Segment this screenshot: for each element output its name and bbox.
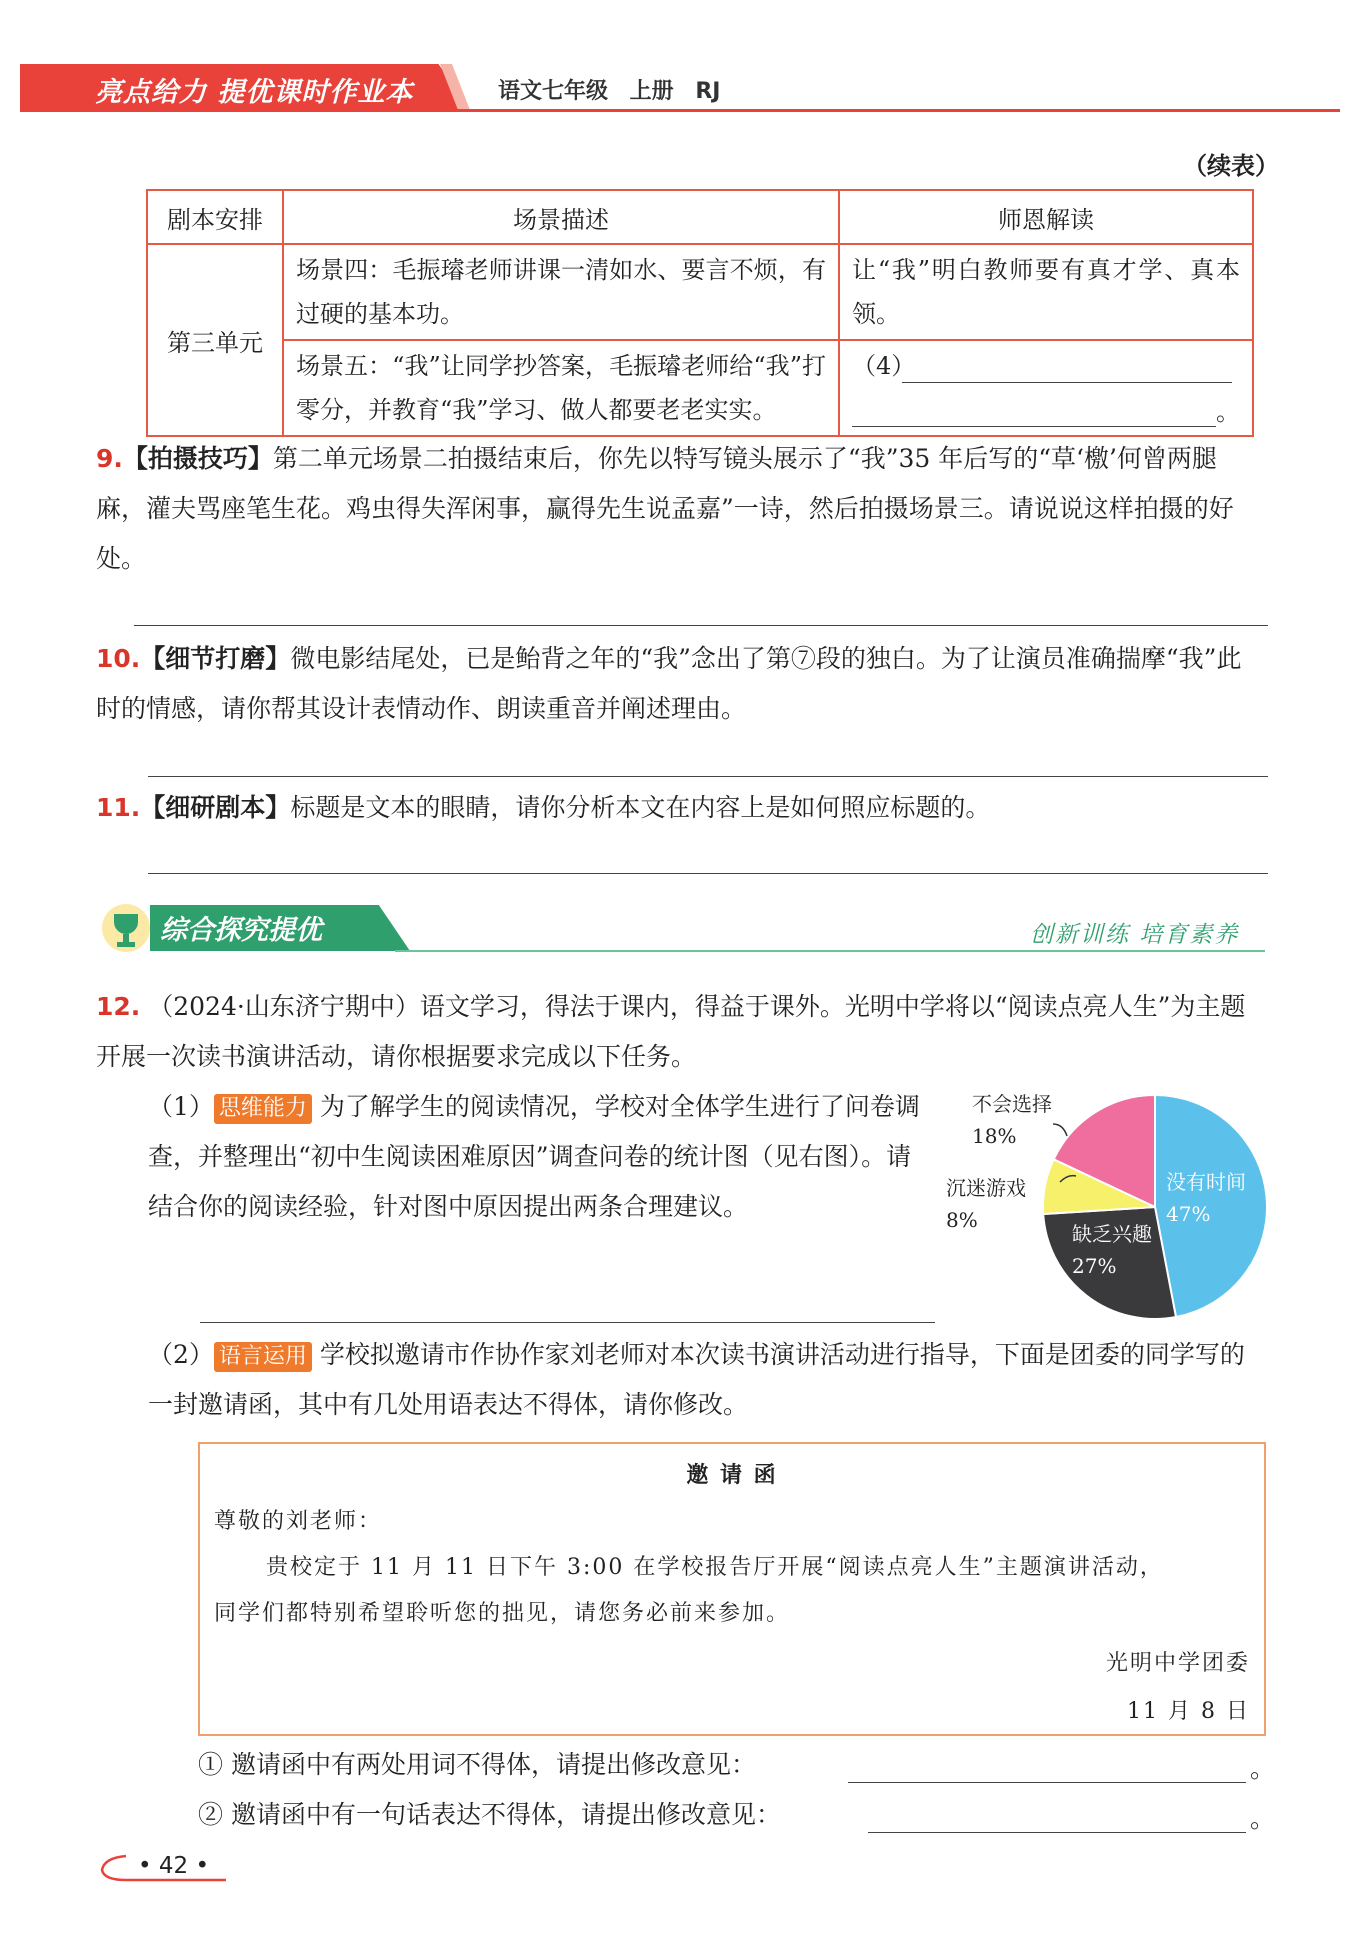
question-text: 微电影结尾处，已是鲐背之年的“我”念出了第⑦段的独白。为了让演员准确揣摩“我”此时的情感，请你帮其设计表情动作、朗读重音并阐述理由。	[96, 644, 1242, 723]
header-rule	[20, 109, 1340, 112]
answer-line[interactable]	[148, 873, 1268, 874]
letter-body: 贵校定于 11 月 11 日下午 3:00 在学校报告厅开展“阅读点亮人生”主题演讲活动，	[266, 1555, 1164, 1580]
script-table	[146, 189, 1254, 437]
section-slogan: 创新训练 培育素养	[1030, 922, 1240, 948]
period: 。	[1250, 1754, 1276, 1783]
book-subject: 语文七年级 上册 RJ	[498, 79, 721, 104]
skill-badge: 语言运用	[214, 1342, 312, 1372]
answer-line[interactable]	[902, 382, 1232, 383]
question-9	[96, 434, 1266, 584]
question-10	[96, 634, 1266, 734]
answer-line[interactable]	[148, 776, 1268, 777]
question-11	[96, 783, 1266, 833]
letter-salutation: 尊敬的刘老师：	[214, 1509, 383, 1534]
subquestion-text: 为了解学生的阅读情况，学校对全体学生进行了问卷调查，并整理出“初中生阅读困难原因”调查问卷的统计图（见右图）。请结合你的阅读经验，针对图中原因提出两条合理建议。	[148, 1092, 920, 1221]
table-header: 场景描述	[283, 190, 839, 244]
question-text: 第二单元场景二拍摄结束后，你先以特写镜头展示了“我”35 年后写的“草‘檄’何曾两腿麻，灌夫骂座笔生花。鸡虫得失浑闲事，赢得先生说孟嘉”一诗，然后拍摄场景三。请说说这样拍摄的好处。	[96, 444, 1234, 573]
scene-cell: 场景五：“我”让同学抄答案，毛振璿老师给“我”打零分，并教育“我”学习、做人都要老老实实。	[283, 340, 839, 436]
section-title: 综合探究提优	[160, 915, 322, 946]
letter-date: 11 月 8 日	[1127, 1699, 1250, 1724]
answer-cell[interactable]	[839, 340, 1253, 436]
unit-cell: 第三单元	[147, 244, 283, 436]
pie-leader-lines	[1050, 1120, 1090, 1200]
trophy-icon	[96, 902, 156, 958]
invitation-letter	[198, 1442, 1266, 1736]
section-rule	[395, 950, 1265, 952]
answer-line[interactable]	[852, 426, 1216, 427]
blank-number: （4）	[852, 352, 916, 380]
question-text: 标题是文本的眼睛，请你分析本文在内容上是如何照应标题的。	[290, 793, 991, 822]
question-number: 9.	[96, 444, 123, 473]
answer-line[interactable]	[134, 625, 1268, 626]
pie-label-inside: 缺乏兴趣27%	[1072, 1222, 1152, 1278]
subquestion-number: （2）	[148, 1340, 214, 1369]
question-text: （2024·山东济宁期中）语文学习，得法于课内，得益于课外。光明中学将以“阅读点亮人生”为主题开展一次读书演讲活动，请你根据要求完成以下任务。	[96, 992, 1246, 1071]
answer-line[interactable]	[200, 1322, 935, 1323]
skill-badge: 思维能力	[214, 1094, 312, 1124]
answer-line[interactable]	[868, 1832, 1246, 1833]
page-number: • 42 •	[138, 1853, 210, 1879]
pie-label-outside: 沉迷游戏8%	[946, 1176, 1026, 1232]
reading-cell: 让“我”明白教师要有真才学、真本领。	[839, 244, 1253, 340]
continued-label: （续表）	[1183, 151, 1279, 180]
question-number: 11.	[96, 793, 141, 822]
table-header: 剧本安排	[147, 190, 283, 244]
question-tag: 【细研剧本】	[140, 793, 291, 822]
scene-cell: 场景四：毛振璿老师讲课一清如水、要言不烦，有过硬的基本功。	[283, 244, 839, 340]
pie-label-inside: 没有时间47%	[1166, 1170, 1246, 1226]
subquestion-2	[148, 1330, 1268, 1430]
letter-body: 同学们都特别希望聆听您的拙见，请您务必前来参加。	[214, 1601, 791, 1626]
question-tag: 【细节打磨】	[140, 644, 291, 673]
pie-label-outside: 不会选择18%	[972, 1092, 1052, 1148]
subquestion-1	[148, 1082, 936, 1232]
letter-title: 邀 请 函	[686, 1463, 778, 1488]
question-12	[96, 982, 1266, 1082]
letter-signer: 光明中学团委	[1105, 1651, 1250, 1676]
subquestion-item: ① 邀请函中有两处用词不得体，请提出修改意见：	[198, 1750, 756, 1779]
question-tag: 【拍摄技巧】	[122, 444, 273, 473]
book-series-title: 亮点给力 提优课时作业本	[95, 77, 414, 108]
answer-line[interactable]	[848, 1782, 1246, 1783]
subquestion-item: ② 邀请函中有一句话表达不得体，请提出修改意见：	[198, 1800, 781, 1829]
period: 。	[1250, 1804, 1276, 1833]
period: 。	[1216, 398, 1240, 426]
question-number: 12.	[96, 992, 141, 1021]
subquestion-text: 学校拟邀请市作协作家刘老师对本次读书演讲活动进行指导，下面是团委的同学写的一封邀请函，其中有几处用语表达不得体，请你修改。	[148, 1340, 1245, 1419]
table-header: 师恩解读	[839, 190, 1253, 244]
question-number: 10.	[96, 644, 141, 673]
subquestion-number: （1）	[148, 1092, 214, 1121]
